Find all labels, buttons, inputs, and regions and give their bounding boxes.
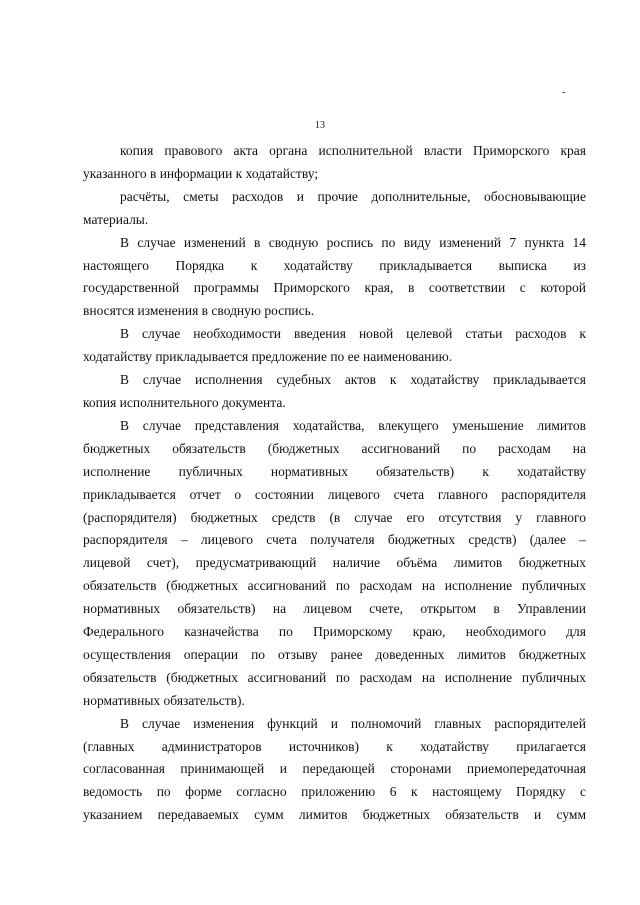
text-line: (распорядителя) бюджетных средств (в случае его отсутствия у главного [83, 509, 586, 525]
text-line: копия исполнительного документа. [83, 394, 286, 410]
document-body [83, 140, 586, 827]
text-line: ходатайству прикладывается предложение по ее наименованию. [83, 349, 453, 365]
text-line: прикладывается отчет о состоянии лицевого счета главного распорядителя [83, 486, 586, 502]
text-line: бюджетных обязательств (бюджетных ассигнований по расходам на [83, 440, 586, 456]
text-line: Федерального казначейства по Приморскому краю, необходимого для [83, 624, 586, 640]
text-line: лицевой счет), предусматривающий наличие объёма лимитов бюджетных [83, 555, 586, 571]
text-line: распорядителя – лицевого счета получателя бюджетных средств) (далее – [83, 532, 586, 548]
text-line: В случае исполнения судебных актов к ходатайству прикладывается [120, 372, 586, 388]
text-line: обязательств (бюджетных ассигнований по расходам на исполнение публичных [83, 669, 586, 685]
text-line: В случае представления ходатайства, влекущего уменьшение лимитов [120, 417, 586, 433]
text-line: настоящего Порядка к ходатайству прикладывается выписка из [83, 257, 586, 273]
page-number: 13 [315, 120, 325, 131]
text-line: расчёты, сметы расходов и прочие дополнительные, обосновывающие [120, 188, 586, 204]
text-line: ведомость по форме согласно приложению 6 к настоящему Порядку с [83, 784, 586, 800]
text-line: обязательств (бюджетных ассигнований по расходам на исполнение публичных [83, 578, 586, 594]
text-line: указанного в информации к ходатайству; [83, 165, 319, 181]
text-line: вносятся изменения в сводную роспись. [83, 303, 315, 319]
text-line: осуществления операции по отзыву ранее доведенных лимитов бюджетных [83, 646, 586, 662]
text-line: указанием передаваемых сумм лимитов бюджетных обязательств и сумм [83, 807, 586, 823]
text-line: материалы. [83, 211, 149, 227]
text-line: В случае изменения функций и полномочий главных распорядителей [120, 715, 586, 731]
text-line: согласованная принимающей и передающей сторонами приемопередаточная [83, 761, 586, 777]
text-line: В случае необходимости введения новой целевой статьи расходов к [120, 326, 586, 342]
text-line: копия правового акта органа исполнительной власти Приморского края [120, 143, 586, 158]
text-line: (главных администраторов источников) к ходатайству прилагается [83, 738, 586, 754]
text-line: В случае изменений в сводную роспись по виду изменений 7 пункта 14 [120, 234, 586, 250]
corner-mark: - [562, 87, 566, 98]
text-line: государственной программы Приморского края, в соответствии с которой [83, 280, 586, 296]
text-line: нормативных обязательств). [83, 692, 245, 708]
text-line: нормативных обязательств) на лицевом счете, открытом в Управлении [83, 601, 586, 617]
text-line: исполнение публичных нормативных обязательств) к ходатайству [83, 463, 586, 479]
